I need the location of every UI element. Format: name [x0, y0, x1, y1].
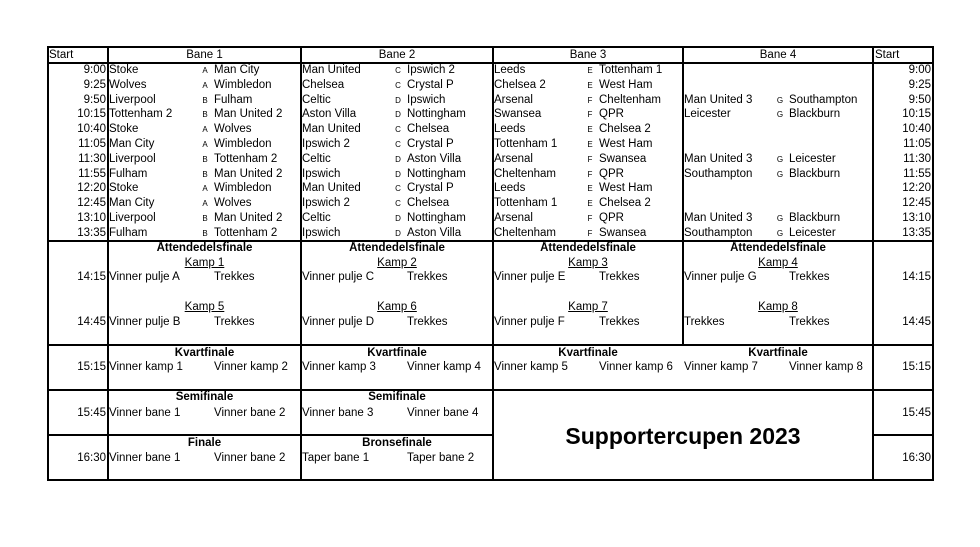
group-letter: D	[395, 110, 401, 120]
quarterfinal-title: Kvartfinale	[367, 347, 427, 359]
team-home: Vinner pulje F	[494, 316, 565, 328]
court-header: Bane 1	[186, 49, 223, 61]
team-home: Vinner pulje E	[494, 271, 566, 283]
team-home: Liverpool	[109, 152, 156, 165]
team-away: Tottenham 2	[214, 152, 278, 165]
team-away: Trekkes	[789, 271, 830, 283]
time-left: 9:50	[83, 93, 106, 106]
group-letter: D	[395, 95, 401, 105]
time-left: 10:15	[77, 108, 106, 121]
team-away: Wimbledon	[214, 182, 272, 195]
team-home: Southampton	[684, 167, 753, 180]
start-header-left: Start	[49, 49, 74, 61]
final-title: Finale	[187, 437, 222, 449]
team-away: Crystal P	[407, 138, 454, 150]
team-home: Celtic	[302, 152, 331, 165]
team-home: Vinner bane 1	[109, 407, 181, 419]
team-home: Leeds	[494, 123, 526, 136]
group-letter: E	[587, 199, 593, 209]
team-away: Cheltenham	[599, 93, 662, 106]
team-home: Leicester	[684, 108, 731, 121]
team-home: Chelsea	[302, 78, 345, 91]
team-away: Tottenham 1	[599, 64, 663, 76]
team-away: Southampton	[789, 93, 858, 106]
time-left: 11:05	[78, 138, 106, 150]
team-away: Aston Villa	[407, 226, 462, 239]
group-letter: A	[202, 199, 208, 209]
time-left: 9:25	[83, 78, 106, 91]
group-letter: A	[202, 184, 208, 194]
round-of-16-title: Åttendedelsfinale	[156, 242, 253, 254]
team-away: Wimbledon	[214, 138, 272, 150]
group-letter: B	[202, 169, 208, 179]
group-letter: G	[776, 110, 784, 120]
time-right: 11:05	[903, 138, 931, 150]
group-letter: B	[202, 228, 208, 238]
team-away: West Ham	[599, 138, 653, 150]
team-home: Vinner kamp 3	[302, 361, 376, 373]
team-home: Vinner kamp 1	[109, 361, 183, 373]
team-away: Vinner kamp 8	[789, 361, 863, 373]
team-home: Taper bane 1	[302, 452, 370, 464]
time-right: 11:30	[903, 152, 931, 165]
group-letter: C	[395, 80, 401, 90]
match-label: Kamp 7	[568, 301, 608, 313]
group-letter: D	[395, 228, 401, 238]
team-away: Man United 2	[214, 108, 283, 121]
team-away: Vinner bane 4	[407, 407, 479, 419]
semifinal-title: Semifinale	[368, 391, 426, 403]
court-header: Bane 3	[569, 49, 607, 61]
team-home: Man United	[302, 64, 361, 76]
group-letter: E	[587, 184, 593, 194]
team-away: Taper bane 2	[407, 452, 475, 464]
team-away: Vinner bane 2	[214, 407, 286, 419]
time-left: 9:00	[83, 64, 106, 76]
team-away: Vinner kamp 2	[214, 361, 288, 373]
team-away: Wolves	[214, 123, 252, 136]
time-right: 10:15	[902, 108, 931, 121]
team-home: Wolves	[109, 78, 147, 91]
team-home: Man United	[302, 182, 361, 195]
team-away: Ipswich 2	[407, 64, 455, 76]
team-away: Nottingham	[407, 167, 466, 180]
time-right: 12:20	[902, 182, 931, 195]
match-label: Kamp 6	[377, 301, 417, 313]
team-away: Chelsea	[407, 123, 450, 136]
time-left: 15:45	[77, 407, 106, 419]
time-right: 16:30	[902, 452, 931, 464]
team-home: Celtic	[302, 93, 331, 106]
match-label: Kamp 2	[377, 257, 417, 269]
team-home: Man United 3	[684, 93, 753, 106]
team-home: Vinner bane 1	[109, 452, 181, 464]
group-letter: F	[587, 110, 593, 120]
team-away: Trekkes	[407, 316, 448, 328]
table-border-right	[932, 46, 934, 481]
team-away: Blackburn	[789, 167, 841, 180]
team-home: Cheltenham	[494, 226, 557, 239]
group-letter: C	[395, 140, 401, 149]
time-right: 13:35	[902, 226, 931, 239]
team-away: Fulham	[214, 93, 253, 106]
team-away: Chelsea 2	[599, 123, 651, 136]
group-letter: A	[202, 80, 208, 90]
team-away: Leicester	[789, 226, 836, 239]
time-left: 16:30	[77, 452, 106, 464]
team-away: Nottingham	[407, 212, 466, 224]
group-letter: D	[395, 154, 401, 164]
team-away: Trekkes	[407, 271, 448, 283]
team-home: Chelsea 2	[494, 78, 546, 91]
team-home: Man City	[109, 138, 155, 150]
team-home: Swansea	[494, 108, 542, 121]
time-right: 12:45	[902, 197, 931, 210]
team-home: Vinner pulje D	[302, 316, 375, 328]
group-letter: B	[202, 214, 208, 223]
group-letter: C	[395, 199, 401, 209]
group-letter: D	[395, 214, 401, 223]
team-home: Tottenham 2	[109, 108, 173, 121]
team-home: Celtic	[302, 212, 331, 224]
time-left: 11:55	[78, 167, 106, 180]
team-away: Ipswich	[407, 93, 446, 106]
team-home: Vinner bane 3	[302, 407, 374, 419]
bronze-final-title: Bronsefinale	[362, 437, 432, 449]
team-home: Vinner pulje C	[302, 271, 375, 283]
group-letter: B	[202, 95, 208, 105]
team-away: QPR	[599, 212, 624, 224]
group-letter: A	[202, 140, 208, 149]
team-home: Man United 3	[684, 212, 753, 224]
group-letter: C	[395, 66, 401, 75]
group-letter: C	[395, 184, 401, 194]
time-right: 13:10	[902, 212, 931, 224]
group-letter: F	[587, 95, 593, 105]
team-away: West Ham	[599, 78, 653, 91]
match-label: Kamp 5	[184, 301, 225, 313]
group-letter: G	[776, 169, 784, 179]
tournament-title: Supportercupen 2023	[565, 423, 801, 449]
team-home: Ipswich 2	[302, 138, 350, 150]
team-home: Arsenal	[494, 212, 533, 224]
team-home: Vinner pulje B	[109, 316, 181, 328]
team-away: Wimbledon	[214, 78, 272, 91]
team-away: Blackburn	[789, 108, 841, 121]
team-home: Fulham	[109, 167, 148, 180]
team-away: Crystal P	[407, 78, 454, 91]
team-home: Stoke	[109, 123, 139, 136]
team-home: Ipswich 2	[302, 197, 350, 210]
match-label: Kamp 1	[184, 257, 225, 269]
group-letter: F	[587, 214, 593, 223]
team-home: Tottenham 1	[494, 197, 558, 210]
team-home: Man United 3	[684, 152, 753, 165]
team-away: Vinner kamp 4	[407, 361, 481, 373]
time-left: 14:45	[77, 316, 106, 328]
group-letter: F	[587, 154, 593, 164]
group-letter: E	[587, 80, 593, 90]
team-home: Arsenal	[494, 93, 533, 106]
group-letter: G	[776, 228, 784, 238]
court-header: Bane 4	[759, 49, 797, 61]
team-away: Leicester	[789, 152, 836, 165]
group-letter: A	[202, 66, 208, 75]
group-letter: B	[202, 154, 208, 164]
team-away: Wolves	[214, 197, 252, 210]
team-away: Trekkes	[214, 316, 255, 328]
team-home: Leeds	[494, 182, 526, 195]
team-home: Ipswich	[302, 167, 341, 180]
round-of-16-title: Åttendedelsfinale	[349, 242, 445, 254]
time-right: 10:40	[902, 123, 931, 136]
team-away: Trekkes	[599, 316, 640, 328]
group-letter: G	[776, 154, 784, 164]
group-letter: G	[776, 214, 784, 223]
table-border-bottom	[47, 479, 934, 481]
group-letter: E	[587, 66, 593, 75]
team-away: QPR	[599, 167, 624, 180]
team-away: Trekkes	[599, 271, 640, 283]
team-home: Vinner pulje A	[109, 271, 180, 283]
semifinal-title: Semifinale	[175, 391, 234, 403]
team-home: Liverpool	[109, 212, 156, 224]
team-home: Southampton	[684, 226, 753, 239]
team-home: Fulham	[109, 226, 148, 239]
time-left: 13:35	[77, 226, 106, 239]
team-away: West Ham	[599, 182, 653, 195]
team-away: Trekkes	[789, 316, 830, 328]
time-right: 14:45	[902, 316, 931, 328]
time-right: 9:25	[908, 78, 931, 91]
team-away: Trekkes	[214, 271, 255, 283]
match-label: Kamp 3	[568, 257, 608, 269]
team-home: Trekkes	[684, 316, 725, 328]
team-home: Stoke	[109, 64, 139, 76]
start-header-right: Start	[875, 49, 900, 61]
group-letter: C	[395, 125, 401, 135]
group-letter: E	[587, 140, 593, 149]
team-away: Vinner kamp 6	[599, 361, 673, 373]
team-home: Liverpool	[109, 93, 156, 106]
team-away: Crystal P	[407, 182, 454, 195]
group-letter: G	[776, 95, 784, 105]
quarterfinal-title: Kvartfinale	[558, 347, 618, 359]
team-away: Man United 2	[214, 167, 283, 180]
team-home: Stoke	[109, 182, 139, 195]
team-away: Nottingham	[407, 108, 466, 121]
time-right: 9:50	[908, 93, 931, 106]
team-home: Tottenham 1	[494, 138, 558, 150]
team-away: Man United 2	[214, 212, 283, 224]
time-left: 13:10	[77, 212, 106, 224]
time-left: 12:45	[77, 197, 106, 210]
team-away: Blackburn	[789, 212, 841, 224]
group-letter: F	[587, 228, 593, 238]
team-home: Aston Villa	[302, 108, 357, 121]
group-letter: E	[587, 125, 593, 135]
time-left: 14:15	[77, 271, 106, 283]
team-away: Tottenham 2	[214, 226, 278, 239]
time-right: 15:15	[902, 361, 931, 373]
match-label: Kamp 8	[758, 301, 798, 313]
time-right: 15:45	[902, 407, 931, 419]
divider-semifinal-right	[873, 434, 934, 436]
group-letter: B	[202, 110, 208, 120]
team-home: Arsenal	[494, 152, 533, 165]
team-home: Man United	[302, 123, 361, 136]
court-header: Bane 2	[378, 49, 416, 61]
time-right: 11:55	[903, 167, 931, 180]
team-away: Swansea	[599, 152, 647, 165]
quarterfinal-title: Kvartfinale	[748, 347, 808, 359]
team-away: Man City	[214, 64, 260, 76]
time-right: 9:00	[908, 64, 931, 76]
team-away: Swansea	[599, 226, 647, 239]
team-home: Vinner pulje G	[684, 271, 757, 283]
team-home: Cheltenham	[494, 167, 557, 180]
quarterfinal-title: Kvartfinale	[174, 347, 235, 359]
time-left: 12:20	[77, 182, 106, 195]
round-of-16-title: Åttendedelsfinale	[540, 242, 636, 254]
time-left: 15:15	[77, 361, 106, 373]
team-away: Chelsea 2	[599, 197, 651, 210]
team-away: Aston Villa	[407, 152, 462, 165]
team-home: Man City	[109, 197, 155, 210]
time-right: 14:15	[902, 271, 931, 283]
group-letter: D	[395, 169, 401, 179]
team-home: Ipswich	[302, 226, 341, 239]
team-away: Vinner bane 2	[214, 452, 286, 464]
time-left: 10:40	[77, 123, 106, 136]
match-label: Kamp 4	[758, 257, 798, 269]
team-away: Chelsea	[407, 197, 450, 210]
time-left: 11:30	[78, 152, 106, 165]
group-letter: A	[202, 125, 208, 135]
team-home: Vinner kamp 7	[684, 361, 758, 373]
team-home: Leeds	[494, 64, 526, 76]
team-away: QPR	[599, 108, 624, 121]
team-home: Vinner kamp 5	[494, 361, 568, 373]
round-of-16-title: Åttendedelsfinale	[730, 242, 826, 254]
group-letter: F	[587, 169, 593, 179]
